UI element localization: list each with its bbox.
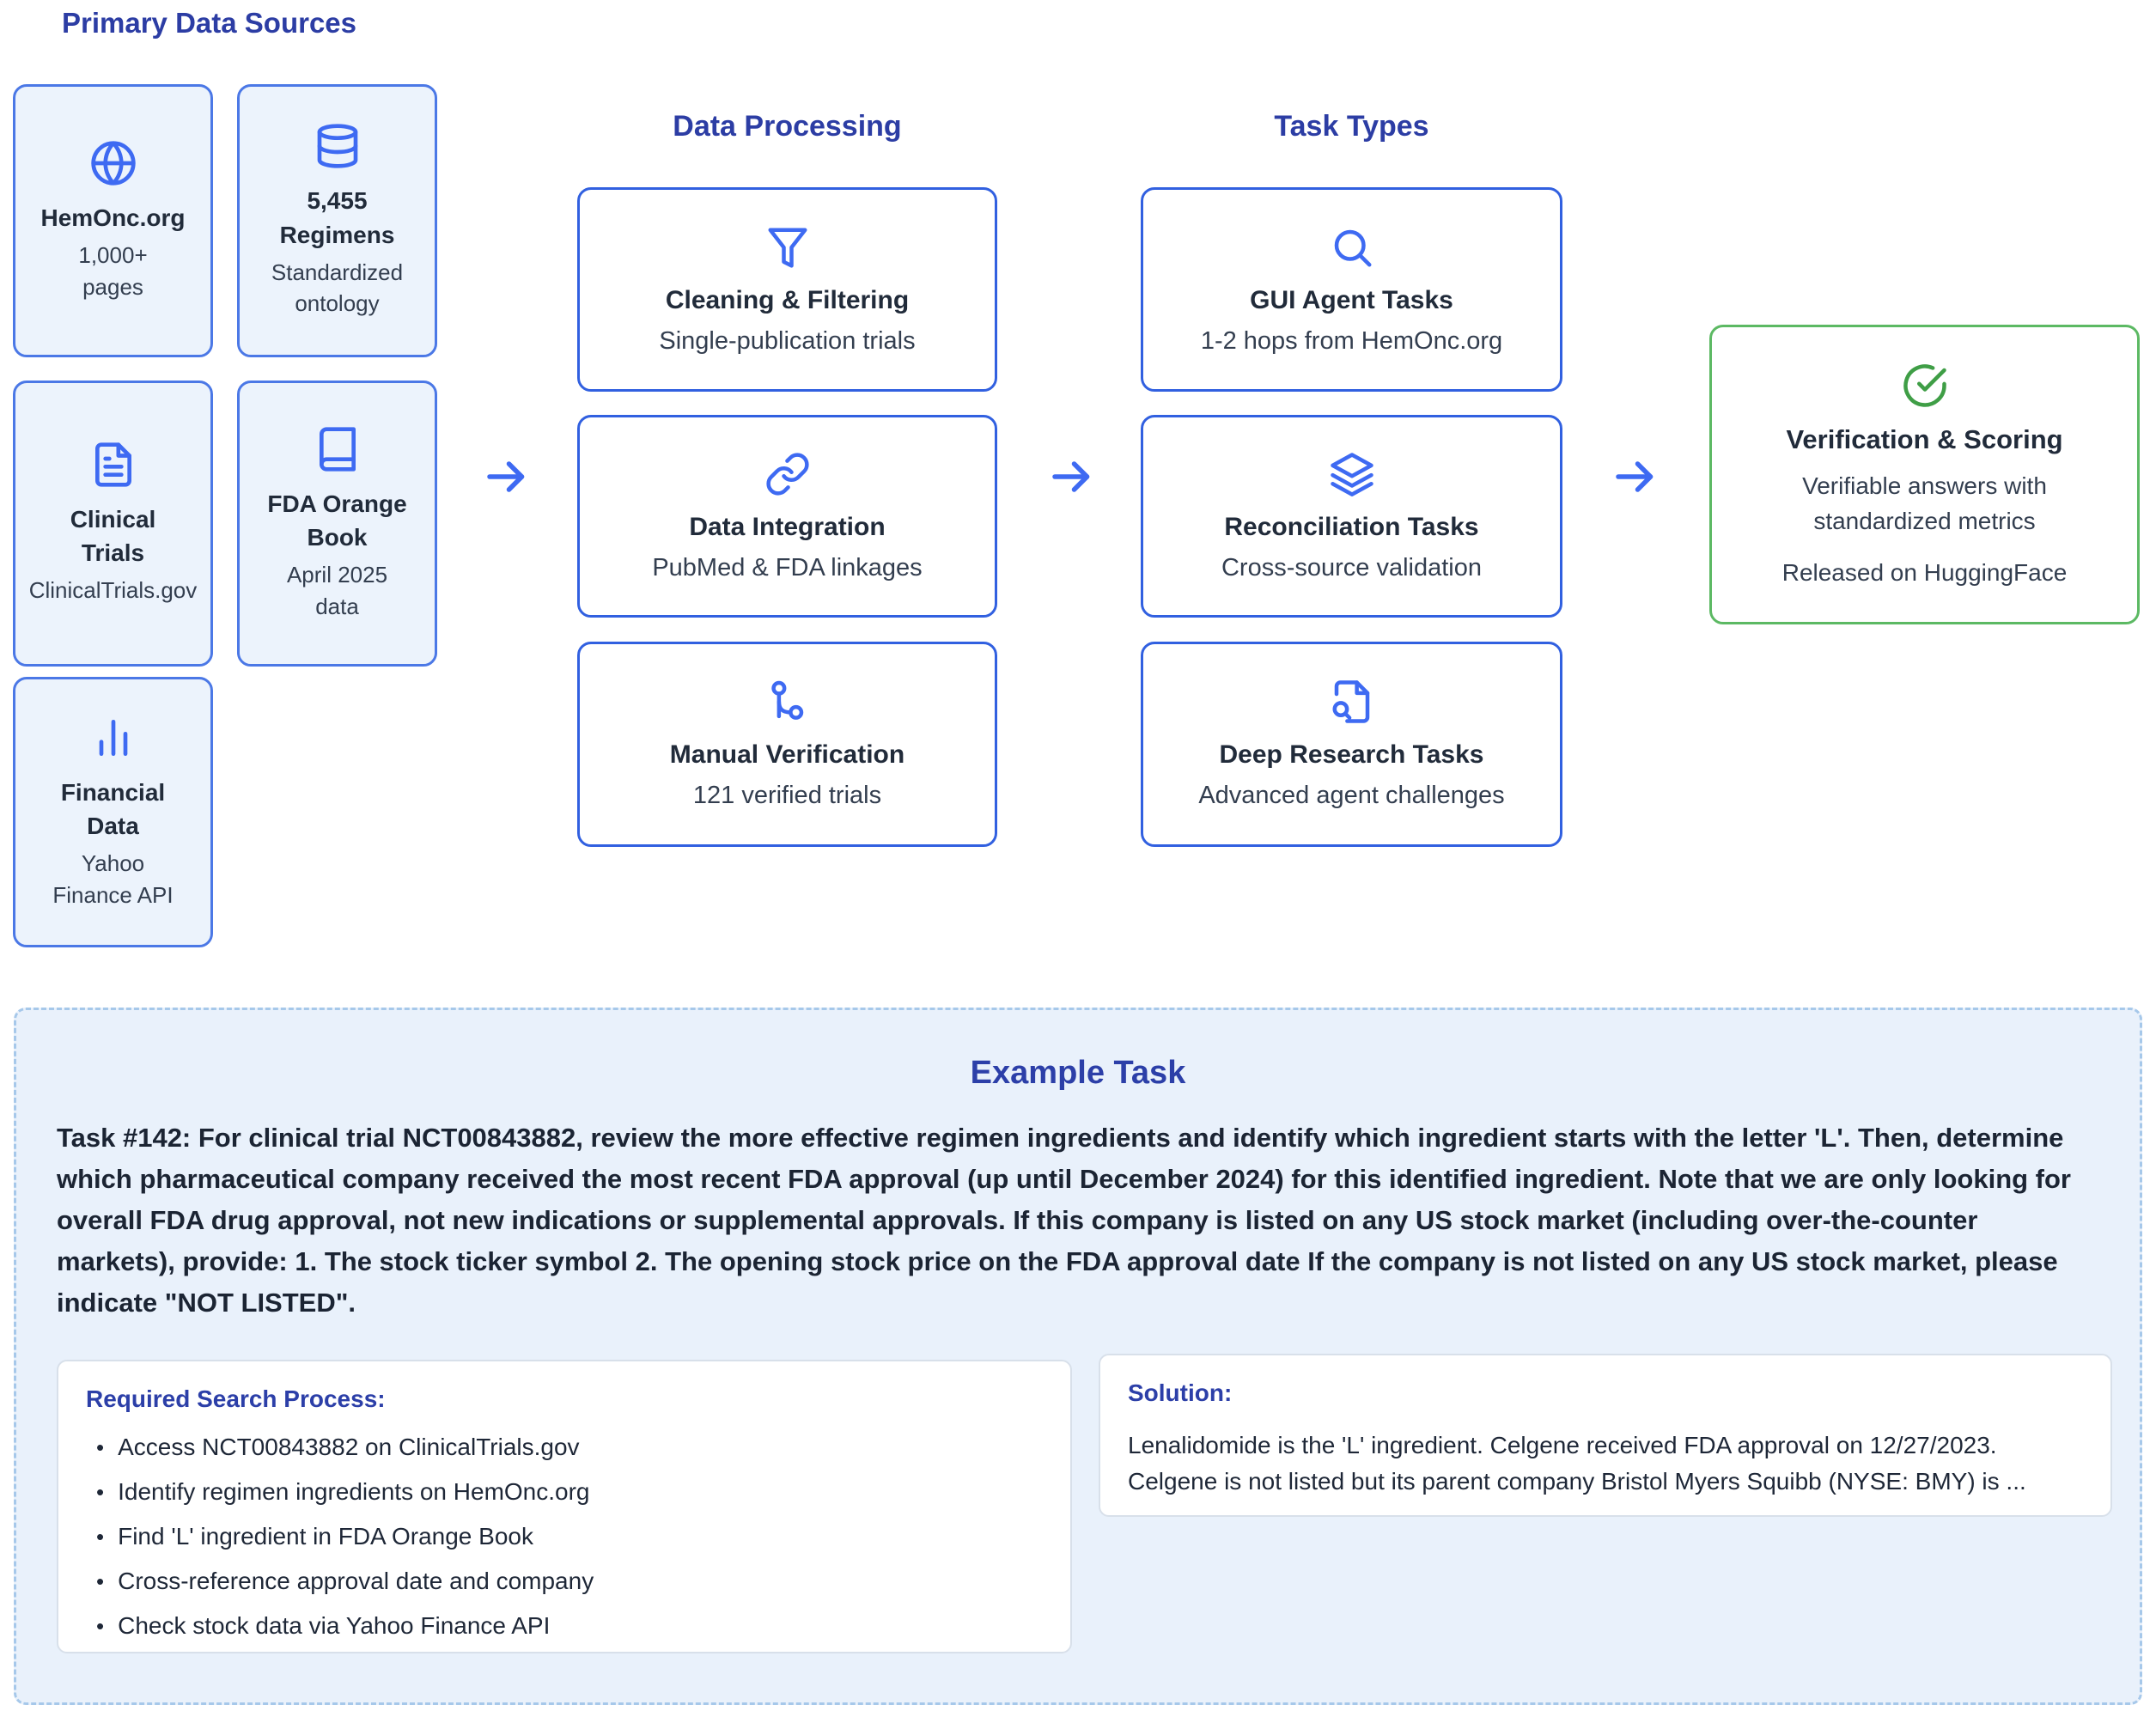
source-card-clinical-trials [13, 381, 213, 667]
bullet-icon: • [96, 1479, 105, 1505]
box-title: Cleaning & Filtering [665, 285, 910, 314]
globe-icon [89, 139, 137, 187]
flow-arrow-icon [1610, 451, 1661, 502]
box-title: Data Integration [689, 512, 886, 541]
source-card-financial [13, 677, 213, 947]
search-step [96, 1434, 1043, 1461]
box-subtitle: PubMed & FDA linkages [652, 553, 923, 581]
box-subtitle: 121 verified trials [692, 782, 882, 809]
check-circle-icon [1902, 362, 1948, 409]
search-step-text: Identify regimen ingredients on HemOnc.org [118, 1478, 590, 1505]
data-processing-title: Data Processing [673, 110, 902, 143]
flow-arrow-icon [1046, 451, 1098, 502]
box-subtitle: 1-2 hops from HemOnc.org [1200, 326, 1503, 355]
search-icon [1329, 224, 1375, 271]
search-step-text: Check stock data via Yahoo Finance API [118, 1612, 551, 1639]
bullet-icon: • [96, 1434, 105, 1460]
task-box-deep-research [1141, 642, 1562, 847]
solution-panel [1099, 1354, 2112, 1517]
example-task-title: Example Task [970, 1055, 1186, 1091]
flow-arrow-icon [481, 451, 533, 502]
bar-chart-icon [89, 714, 137, 762]
bullet-icon: • [96, 1524, 105, 1550]
search-step-text: Access NCT00843882 on ClinicalTrials.gov [118, 1434, 580, 1460]
source-card-title: Clinical Trials [70, 506, 156, 567]
source-card-title: HemOnc.org [40, 204, 186, 232]
verification-title: Verification & Scoring [1786, 423, 2063, 454]
search-step [96, 1612, 1043, 1640]
search-step [96, 1568, 1043, 1595]
verification-line2: Released on HuggingFace [1781, 559, 2068, 587]
link-icon [764, 451, 811, 497]
task-box-reconciliation [1141, 415, 1562, 618]
processing-box-manual-verification [577, 642, 997, 847]
source-card-title: FDA Orange Book [267, 490, 407, 551]
source-card-subtitle: Yahoo Finance API [52, 850, 174, 908]
funnel-icon [764, 224, 811, 271]
layers-icon [1329, 451, 1375, 497]
source-card-subtitle: ClinicalTrials.gov [28, 577, 198, 604]
search-step [96, 1523, 1043, 1550]
box-subtitle: Advanced agent challenges [1198, 782, 1505, 809]
search-step [96, 1478, 1043, 1506]
search-step-text: Find 'L' ingredient in FDA Orange Book [118, 1523, 533, 1550]
source-card-orange-book [237, 381, 437, 667]
search-step-text: Cross-reference approval date and company [118, 1568, 594, 1594]
source-card-title: 5,455 Regimens [279, 187, 395, 248]
processing-box-integration [577, 415, 997, 618]
source-card-subtitle: Standardized ontology [271, 259, 404, 317]
required-search-process-panel [57, 1360, 1072, 1653]
file-text-icon [89, 441, 137, 489]
box-title: Deep Research Tasks [1219, 740, 1484, 769]
primary-data-sources-title: Primary Data Sources [62, 7, 357, 39]
task-box-gui-agent [1141, 187, 1562, 392]
box-title: Reconciliation Tasks [1224, 512, 1479, 541]
verification-scoring-box [1709, 325, 2140, 624]
source-card-subtitle: 1,000+ pages [78, 242, 148, 300]
route-icon [764, 679, 811, 725]
box-title: Manual Verification [669, 740, 905, 769]
solution-text: Lenalidomide is the 'L' ingredient. Celgene received FDA approval on 12/27/2023. Celgene is not listed but its parent company Bristol Myers Squibb (NYSE: BMY) is ... [1128, 1432, 2026, 1495]
verification-line1: Verifiable answers with standardized metrics [1802, 472, 2047, 534]
source-card-title: Financial Data [60, 778, 166, 840]
source-card-hemonc [13, 84, 213, 357]
source-card-regimens [237, 84, 437, 357]
box-subtitle: Cross-source validation [1221, 553, 1482, 581]
source-card-subtitle: April 2025 data [286, 562, 388, 619]
example-task-section [14, 1008, 2142, 1705]
file-search-icon [1329, 679, 1375, 725]
example-task-text: Task #142: For clinical trial NCT00843882, review the more effective regimen ingredients and identify which ingredient starts with the letter 'L'. Then, determine which pharmaceutical company received the most recent FDA approval (up until December 2024) for this identified ingredient. Note that we are only looking for overall FDA drug approval, not new indications or supplemental approvals. If this company is listed on any US stock market (including over-the-counter markets), provide: 1. The stock ticker symbol 2. The opening stock price on the FDA approval date If the company is not listed on any US stock market, please indicate "NOT LISTED". [57, 1123, 2071, 1318]
processing-box-cleaning [577, 187, 997, 392]
required-search-process-title: Required Search Process: [86, 1385, 386, 1412]
bullet-icon: • [96, 1613, 105, 1639]
task-types-title: Task Types [1274, 110, 1429, 143]
database-icon [314, 122, 362, 170]
book-icon [314, 425, 362, 473]
bullet-icon: • [96, 1568, 105, 1594]
box-subtitle: Single-publication trials [659, 326, 916, 355]
solution-title: Solution: [1128, 1379, 1233, 1406]
box-title: GUI Agent Tasks [1250, 285, 1453, 314]
